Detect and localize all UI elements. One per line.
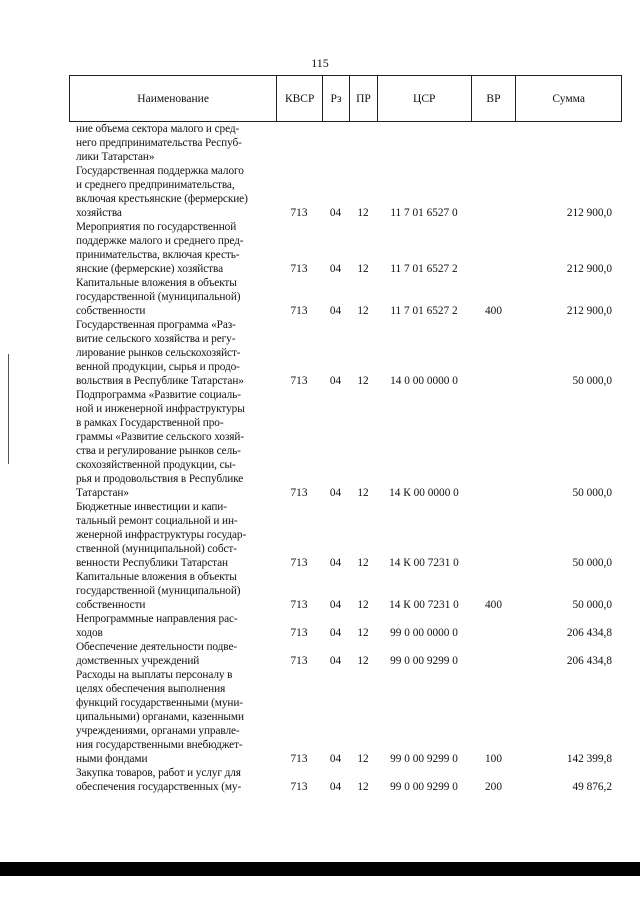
cell-rz: 04 [329,599,342,611]
cell-sum: 212 900,0 [566,305,612,317]
table-row [76,612,622,640]
cell-kvsr: 713 [290,487,308,499]
cell-sum: 206 434,8 [566,627,612,639]
cell-name: Бюджетные инвестиции и капи- тальный ремонт социальной и ин- женерной инфраструктуры государ- ственной (муниципальной) собст- венности Республики Татарстан [76,501,247,569]
cell-sum: 50 000,0 [572,487,612,499]
table-row [76,570,622,612]
cell-name: Государственная поддержка малого и среднего предпринимательства, включая крестьянские (фермерские) хозяйства [76,165,248,219]
cell-csr: 11 7 01 6527 2 [390,305,458,317]
cell-csr: 99 0 00 9299 0 [390,753,458,765]
cell-pr: 12 [357,753,369,765]
cell-rz: 04 [329,263,342,275]
margin-mark [8,354,9,464]
cell-csr: 99 0 00 9299 0 [390,655,458,667]
cell-name: ние объема сектора малого и сред- него предпринимательства Респуб- лики Татарстан» [76,123,242,163]
table-row [76,220,622,276]
cell-pr: 12 [357,599,369,611]
cell-kvsr: 713 [290,207,308,219]
cell-pr: 12 [357,557,369,569]
cell-csr: 11 7 01 6527 2 [390,263,458,275]
cell-sum: 206 434,8 [566,655,612,667]
cell-name: Непрограммные направления рас- ходов [76,613,238,639]
header-rz: Рз [323,76,350,121]
cell-pr: 12 [357,207,369,219]
cell-rz: 04 [329,655,342,667]
cell-kvsr: 713 [290,627,308,639]
cell-rz: 04 [329,375,342,387]
cell-sum: 212 900,0 [566,207,612,219]
cell-kvsr: 713 [290,557,308,569]
table-header [69,75,622,122]
cell-rz: 04 [329,557,342,569]
cell-vr: 400 [485,599,502,611]
cell-csr: 99 0 00 9299 0 [390,781,458,793]
cell-pr: 12 [357,627,369,639]
cell-rz: 04 [329,753,342,765]
cell-kvsr: 713 [290,655,308,667]
cell-kvsr: 713 [290,753,308,765]
cell-csr: 14 К 00 7231 0 [389,557,459,569]
header-vr: ВР [472,76,517,121]
header-name: Наименование [70,76,277,121]
cell-name: Капитальные вложения в объекты государственной (муниципальной) собственности [76,277,241,317]
cell-kvsr: 713 [290,375,308,387]
scan-edge-bar [0,862,640,876]
cell-kvsr: 713 [290,599,308,611]
cell-rz: 04 [329,487,342,499]
table-row [76,122,622,164]
cell-sum: 49 876,2 [572,781,612,793]
table-row [76,318,622,388]
cell-kvsr: 713 [290,263,308,275]
cell-pr: 12 [357,263,369,275]
table-row [76,500,622,570]
cell-sum: 50 000,0 [572,375,612,387]
cell-rz: 04 [329,207,342,219]
table-row [76,766,622,794]
cell-csr: 11 7 01 6527 0 [390,207,458,219]
header-csr: ЦСР [378,76,472,121]
cell-csr: 14 К 00 7231 0 [389,599,459,611]
cell-sum: 212 900,0 [566,263,612,275]
table-row [76,276,622,318]
cell-name: Мероприятия по государственной поддержке малого и среднего пред- принимательства, включая кресть- янские (фермерские) хозяйства [76,221,244,275]
cell-csr: 14 0 00 0000 0 [390,375,458,387]
cell-pr: 12 [357,487,369,499]
header-pr: ПР [350,76,378,121]
cell-rz: 04 [329,627,342,639]
cell-kvsr: 713 [290,305,308,317]
cell-vr: 100 [485,753,502,765]
cell-name: Капитальные вложения в объекты государственной (муниципальной) собственности [76,571,241,611]
table-body [76,122,622,794]
table-row [76,388,622,500]
cell-pr: 12 [357,655,369,667]
cell-kvsr: 713 [290,781,308,793]
cell-name: Закупка товаров, работ и услуг для обеспечения государственных (му- [76,767,242,793]
cell-name: Обеспечение деятельности подве- домственных учреждений [76,641,238,667]
cell-name: Расходы на выплаты персоналу в целях обеспечения выполнения функций государственными (муни- ципальными) органами, казенными учреждениями, органами управле- ния государственными внебюджет- ными фондами [76,669,244,765]
header-sum: Сумма [552,92,585,105]
header-kvsr: КВСР [277,76,323,121]
cell-vr: 400 [485,305,502,317]
cell-pr: 12 [357,781,369,793]
cell-csr: 14 К 00 0000 0 [389,487,459,499]
cell-sum: 50 000,0 [572,599,612,611]
cell-name: Подпрограмма «Развитие социаль- ной и инженерной инфраструктуры в рамках Государственной про- граммы «Развитие сельского хозяй- ства и регулирование рынков сель- скохозяйственной продукции, сы- рья и продовольствия в Республике Татарстан» [76,389,245,499]
table-row [76,164,622,220]
table-row [76,668,622,766]
page-number: 115 [311,56,329,70]
cell-rz: 04 [329,305,342,317]
cell-csr: 99 0 00 0000 0 [390,627,458,639]
cell-rz: 04 [329,781,342,793]
cell-name: Государственная программа «Раз- витие сельского хозяйства и регу- лирование рынков сельскохозяйст- венной продукции, сырья и продо- вольствия в Республике Татарстан» [76,319,244,387]
cell-vr: 200 [485,781,502,793]
table-row [76,640,622,668]
cell-pr: 12 [357,375,369,387]
cell-sum: 142 399,8 [566,753,612,765]
cell-pr: 12 [357,305,369,317]
cell-sum: 50 000,0 [572,557,612,569]
